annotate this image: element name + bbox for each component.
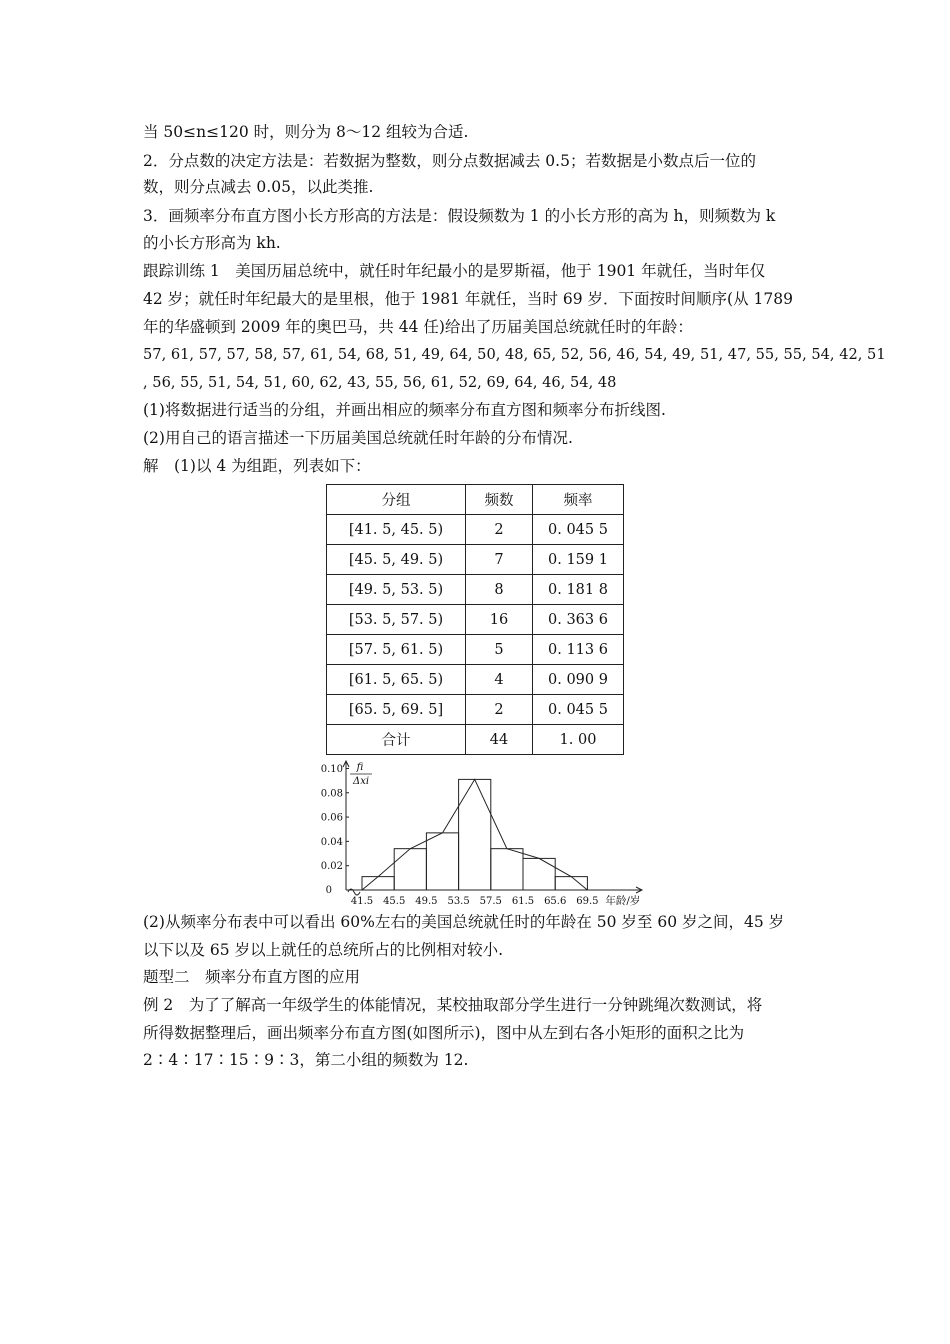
x-tick-label: 57.5 bbox=[479, 896, 502, 907]
table-cell: [45. 5, 49. 5) bbox=[327, 545, 466, 575]
origin-label: 0 bbox=[325, 885, 332, 896]
table-cell: 0. 090 9 bbox=[533, 665, 624, 695]
x-tick-label: 49.5 bbox=[415, 896, 438, 907]
text-line: 以下以及 65 岁以上就任的总统所占的比例相对较小. bbox=[143, 941, 504, 959]
histogram-bar bbox=[459, 779, 491, 890]
table-cell: 0. 113 6 bbox=[533, 635, 624, 665]
table-row bbox=[327, 575, 624, 605]
table-cell: [61. 5, 65. 5) bbox=[327, 665, 466, 695]
text-line: (2)用自己的语言描述一下历届美国总统就任时年龄的分布情况. bbox=[143, 429, 573, 447]
table-header: 分组 bbox=[327, 485, 466, 515]
table-cell: [65. 5, 69. 5] bbox=[327, 695, 466, 725]
text-line: 42 岁；就任时年纪最大的是里根，他于 1981 年就任，当时 69 岁．下面按时间顺序(从 1789 bbox=[143, 290, 793, 308]
table-cell: [41. 5, 45. 5) bbox=[327, 515, 466, 545]
table-cell: [49. 5, 53. 5) bbox=[327, 575, 466, 605]
text-line: 数，则分点减去 0.05，以此类推. bbox=[143, 178, 374, 196]
table-cell: 16 bbox=[466, 605, 533, 635]
table-cell: 0. 181 8 bbox=[533, 575, 624, 605]
text-line: 解 (1)以 4 为组距，列表如下： bbox=[143, 457, 371, 475]
y-tick-label: 0.04 bbox=[320, 836, 343, 848]
histogram-bar bbox=[394, 849, 426, 890]
y-axis-label-numerator: fi bbox=[356, 762, 364, 773]
y-tick-label: 0.10 bbox=[320, 763, 343, 775]
table-cell: 5 bbox=[466, 635, 533, 665]
table-cell: [57. 5, 61. 5) bbox=[327, 635, 466, 665]
y-tick-label: 0.02 bbox=[320, 861, 343, 873]
table-cell: 合计 bbox=[327, 725, 466, 755]
table-row bbox=[327, 635, 624, 665]
text-line: 的小长方形高为 kh. bbox=[143, 234, 281, 252]
text-line: 跟踪训练 1 美国历届总统中，就任时年纪最小的是罗斯福，他于 1901 年就任，当时年仅 bbox=[143, 262, 766, 280]
table-cell: 2 bbox=[466, 515, 533, 545]
text-line: 年的华盛顿到 2009 年的奥巴马，共 44 任)给出了历届美国总统就任时的年龄： bbox=[143, 318, 693, 336]
x-tick-label: 45.5 bbox=[383, 896, 406, 907]
x-tick-label: 61.5 bbox=[511, 896, 535, 907]
table-cell: 8 bbox=[466, 575, 533, 605]
table-row bbox=[327, 665, 624, 695]
text-line: (2)从频率分布表中可以看出 60%左右的美国总统就任时的年龄在 50 岁至 60 岁之间，45 岁 bbox=[143, 913, 785, 931]
text-line: 3．画频率分布直方图小长方形高的方法是：假设频数为 1 的小长方形的高为 h，则频数为 k bbox=[143, 207, 776, 225]
table-cell: 4 bbox=[466, 665, 533, 695]
table-row bbox=[327, 605, 624, 635]
text-line: 当 50≤n≤120 时，则分为 8～12 组较为合适. bbox=[143, 123, 469, 141]
x-tick-label: 69.5 bbox=[576, 896, 599, 907]
table-cell: 7 bbox=[466, 545, 533, 575]
histogram-bar bbox=[491, 849, 523, 890]
y-tick-label: 0.08 bbox=[320, 788, 343, 800]
text-line: (1)将数据进行适当的分组，并画出相应的频率分布直方图和频率分布折线图. bbox=[143, 401, 666, 419]
table-row bbox=[327, 725, 624, 755]
x-tick-label: 53.5 bbox=[447, 896, 470, 907]
histogram-bar bbox=[362, 877, 394, 890]
table-header: 频数 bbox=[466, 485, 533, 515]
table-cell: 0. 045 5 bbox=[533, 515, 624, 545]
histogram-bar bbox=[426, 833, 458, 890]
table-cell: 0. 363 6 bbox=[533, 605, 624, 635]
table-cell: 2 bbox=[466, 695, 533, 725]
frequency-polygon bbox=[362, 779, 587, 890]
text-line: , 56, 55, 51, 54, 51, 60, 62, 43, 55, 56, 61, 52, 69, 64, 46, 54, 48 bbox=[143, 374, 617, 391]
table-row bbox=[327, 695, 624, 725]
table-row bbox=[327, 545, 624, 575]
table-cell: 0. 045 5 bbox=[533, 695, 624, 725]
y-axis-label-denominator: Δxi bbox=[352, 776, 370, 787]
histogram-bar bbox=[555, 877, 587, 890]
x-tick-label: 41.5 bbox=[350, 896, 374, 907]
text-line: 例 2 为了了解高一年级学生的体能情况，某校抽取部分学生进行一分钟跳绳次数测试，将 bbox=[143, 996, 763, 1014]
table-header-row bbox=[327, 485, 624, 515]
x-axis-label: 年龄/岁 bbox=[605, 895, 641, 907]
table-row bbox=[327, 515, 624, 545]
histogram-bar bbox=[523, 858, 555, 890]
text-line: 2∶4∶17∶15∶9∶3，第二小组的频数为 12. bbox=[143, 1051, 469, 1069]
text-line: 57, 61, 57, 57, 58, 57, 61, 54, 68, 51, 49, 64, 50, 48, 65, 52, 56, 46, 54, 49, 51, 47, 55, 55, 54, 42, 51 bbox=[143, 346, 886, 363]
y-tick-label: 0.06 bbox=[320, 812, 343, 824]
x-tick-label: 65.6 bbox=[544, 896, 567, 907]
section-heading: 题型二 频率分布直方图的应用 bbox=[143, 968, 361, 986]
text-line: 2．分点数的决定方法是：若数据为整数，则分点数据减去 0.5；若数据是小数点后一位的 bbox=[143, 152, 756, 170]
table-cell: 0. 159 1 bbox=[533, 545, 624, 575]
table-header: 频率 bbox=[533, 485, 624, 515]
table-cell: 1. 00 bbox=[533, 725, 624, 755]
frequency-histogram bbox=[300, 758, 660, 908]
text-line: 所得数据整理后，画出频率分布直方图(如图所示)，图中从左到右各小矩形的面积之比为 bbox=[143, 1024, 745, 1042]
frequency-table bbox=[326, 484, 624, 755]
table-cell: 44 bbox=[466, 725, 533, 755]
table-cell: [53. 5, 57. 5) bbox=[327, 605, 466, 635]
